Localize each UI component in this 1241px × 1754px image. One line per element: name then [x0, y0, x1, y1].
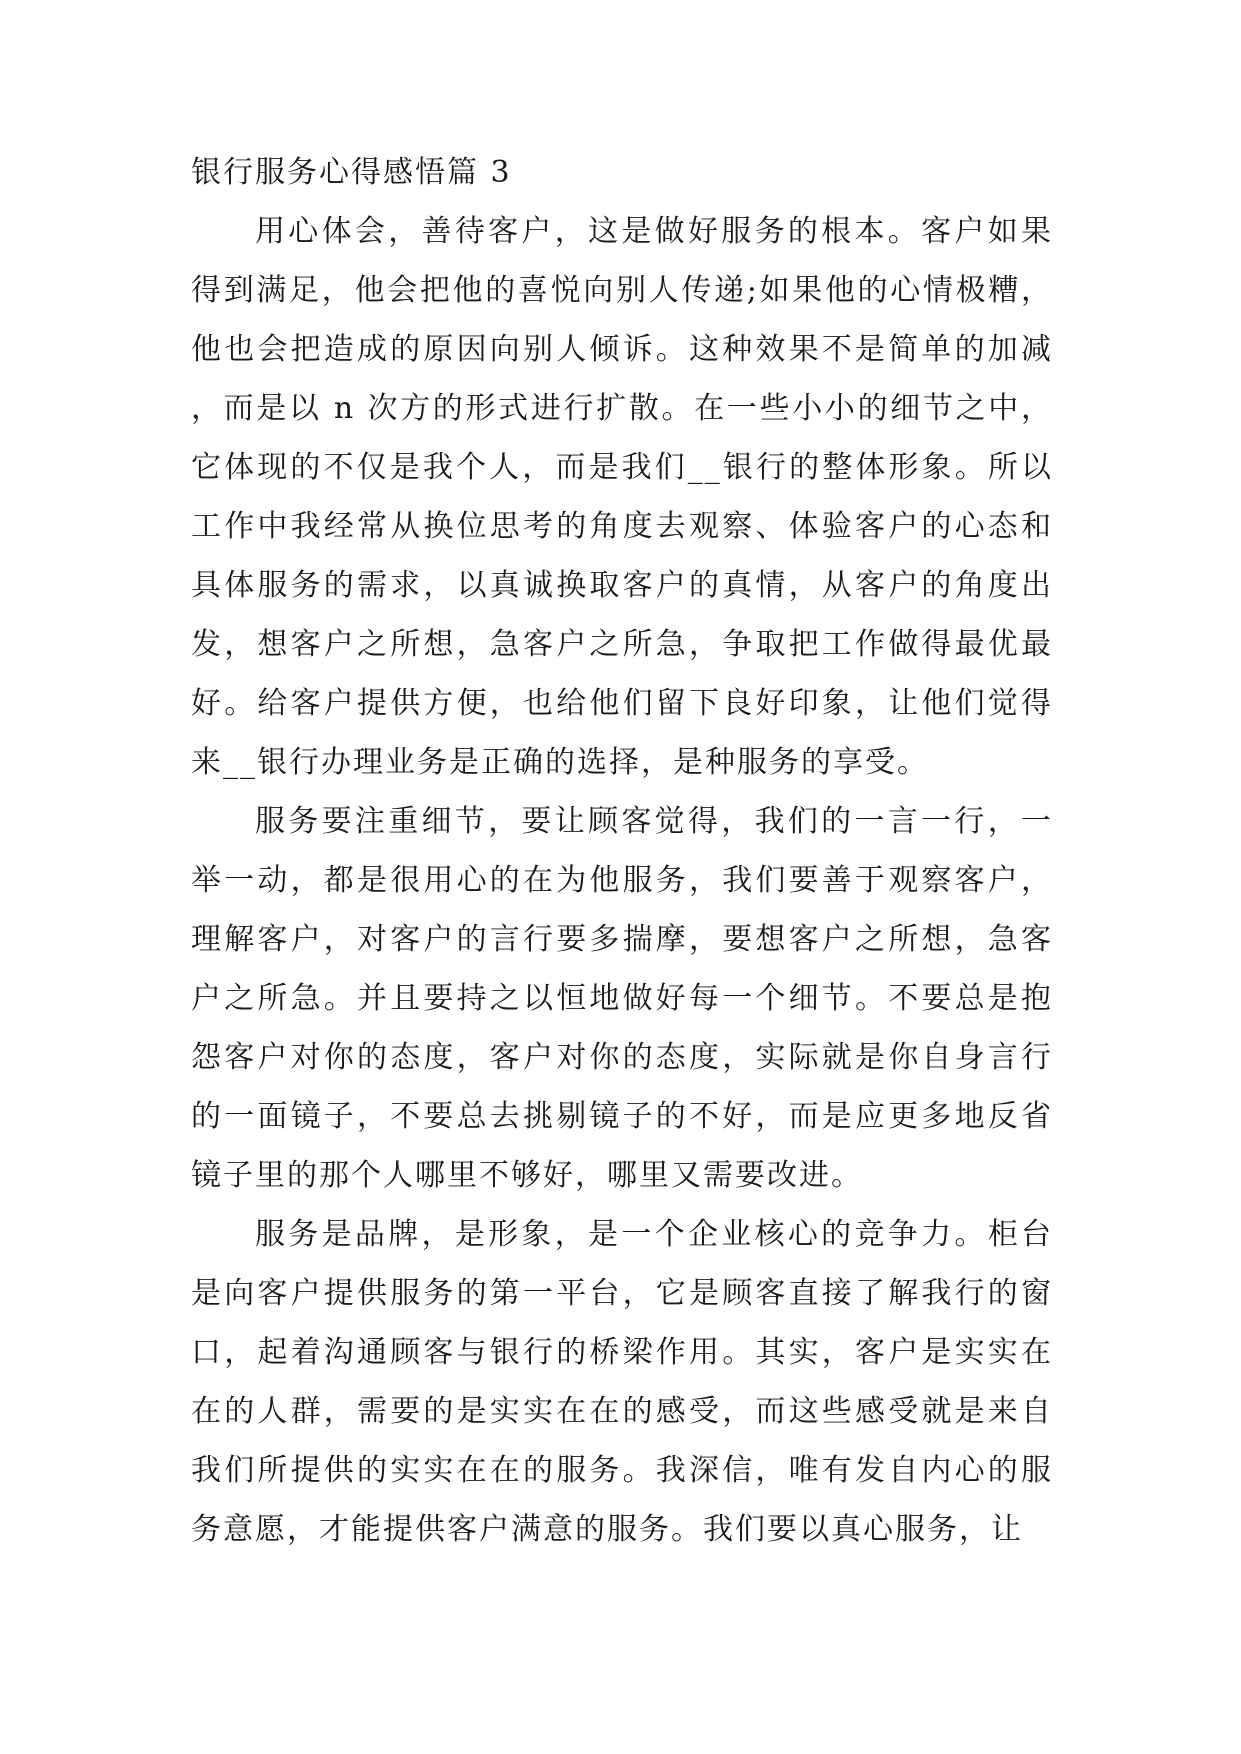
- paragraph-2: 服务要注重细节，要让顾客觉得，我们的一言一行，一举一动，都是很用心的在为他服务，我们要善于观察客户，理解客户，对客户的言行要多揣摩，要想客户之所想，急客户之所急。并且要持之以恒地做好每一个细节。不要总是抱怨客户对你的态度，客户对你的态度，实际就是你自身言行的一面镜子，不要总去挑剔镜子的不好，而是应更多地反省镜子里的那个人哪里不够好，哪里又需要改进。: [191, 804, 1053, 1193]
- paragraph-3: 服务是品牌，是形象，是一个企业核心的竞争力。柜台是向客户提供服务的第一平台，它是顾客直接了解我行的窗口，起着沟通顾客与银行的桥梁作用。其实，客户是实实在在的人群，需要的是实实在在的感受，而这些感受就是来自我们所提供的实实在在的服务。我深信，唯有发自内心的服务意愿，才能提供客户满意的服务。我们要以真心服务，让: [191, 1217, 1053, 1547]
- paragraph-1: 用心体会，善待客户，这是做好服务的根本。客户如果得到满足，他会把他的喜悦向别人传递;如果他的心情极糟，他也会把造成的原因向别人倾诉。这种效果不是简单的加减，而是以 n 次方的形式进行扩散。在一些小小的细节之中，它体现的不仅是我个人，而是我们__银行的整体形象。所以工作中我经常从换位思考的角度去观察、体验客户的心态和具体服务的需求，以真诚换取客户的真情，从客户的角度出发，想客户之所想，急客户之所急，争取把工作做得最优最好。给客户提供方便，也给他们留下良好印象，让他们觉得来__银行办理业务是正确的选择，是种服务的享受。: [191, 214, 1053, 780]
- document-title: 银行服务心得感悟篇 3: [191, 155, 512, 190]
- document-body: [191, 143, 1053, 1559]
